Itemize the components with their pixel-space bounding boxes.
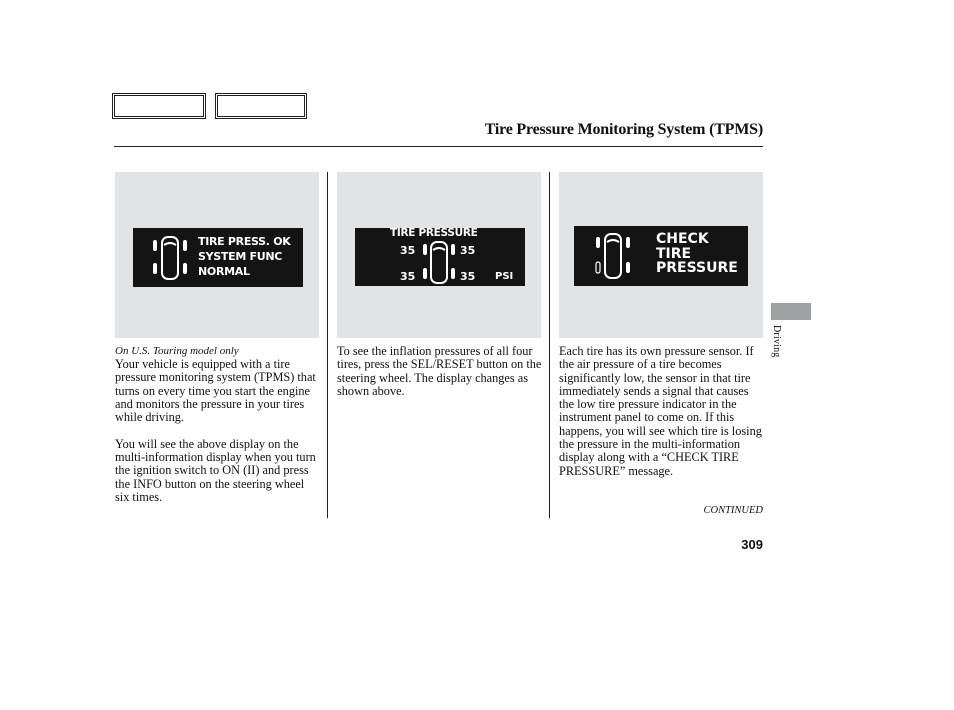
- vehicle-top-view-icon: [152, 235, 188, 281]
- lcd-message: [198, 234, 291, 279]
- lcd-line: PRESSURE: [656, 260, 738, 276]
- section-label: Driving: [771, 325, 782, 358]
- lcd-line: NORMAL: [198, 265, 250, 278]
- lcd-title: TIRE PRESSURE: [390, 227, 478, 239]
- lcd-message: [656, 232, 738, 276]
- lcd-line: TIRE PRESS. OK: [198, 235, 291, 248]
- vehicle-top-view-icon: [422, 240, 456, 285]
- lcd-line: TIRE: [656, 245, 692, 262]
- display-illustration-tire-pressure-values: [337, 172, 541, 338]
- page-number: 309: [741, 537, 763, 552]
- header-tab-box-left: [112, 93, 206, 119]
- page-title: Tire Pressure Monitoring System (TPMS): [484, 121, 763, 138]
- pressure-unit: PSI: [495, 271, 514, 282]
- tire-pressure-rear-left: 35: [400, 270, 416, 283]
- body-paragraph: Each tire has its own pressure sensor. If the air pressure of a tire becomes significantly low, the sensor in that tire immediately sends a signal that causes the low tire pressure indicator in the instrument panel to come on. If this happens, you will see which tire is losing the pressure in the multi-information display along with a “CHECK TIRE PRESSURE” message.: [559, 344, 762, 478]
- column-divider: [549, 172, 550, 518]
- lcd-line: CHECK: [656, 231, 709, 247]
- model-note: On U.S. Touring model only: [115, 345, 239, 357]
- tire-pressure-rear-right: 35: [460, 270, 476, 283]
- text-column-left: [115, 345, 321, 504]
- body-paragraph: You will see the above display on the multi-information display when you turn the ignition switch to ON (II) and press the INFO button on the steering wheel six times.: [115, 436, 316, 504]
- text-column-middle: [337, 345, 543, 398]
- column-divider: [327, 172, 328, 518]
- title-rule: [114, 146, 763, 147]
- continued-label: CONTINUED: [703, 505, 763, 516]
- display-illustration-tire-press-ok: [115, 172, 319, 338]
- tire-pressure-front-right: 35: [460, 244, 476, 257]
- text-column-right: [559, 345, 765, 478]
- header-tab-box-right: [215, 93, 307, 119]
- vehicle-top-view-icon: [594, 232, 632, 280]
- lcd-screen: [574, 226, 748, 286]
- body-paragraph: Your vehicle is equipped with a tire pressure monitoring system (TPMS) that turns on every time you start the engine and monitors the pressure in your tires while driving.: [115, 357, 316, 425]
- tire-pressure-front-left: 35: [400, 244, 416, 257]
- body-paragraph: To see the inflation pressures of all four tires, press the SEL/RESET button on the steering wheel. The display changes as shown above.: [337, 344, 542, 398]
- section-tab: [771, 303, 811, 320]
- lcd-line: SYSTEM FUNC: [198, 250, 283, 263]
- display-illustration-check-tire-pressure: [559, 172, 763, 338]
- lcd-screen: [133, 228, 303, 287]
- lcd-screen: [355, 228, 525, 286]
